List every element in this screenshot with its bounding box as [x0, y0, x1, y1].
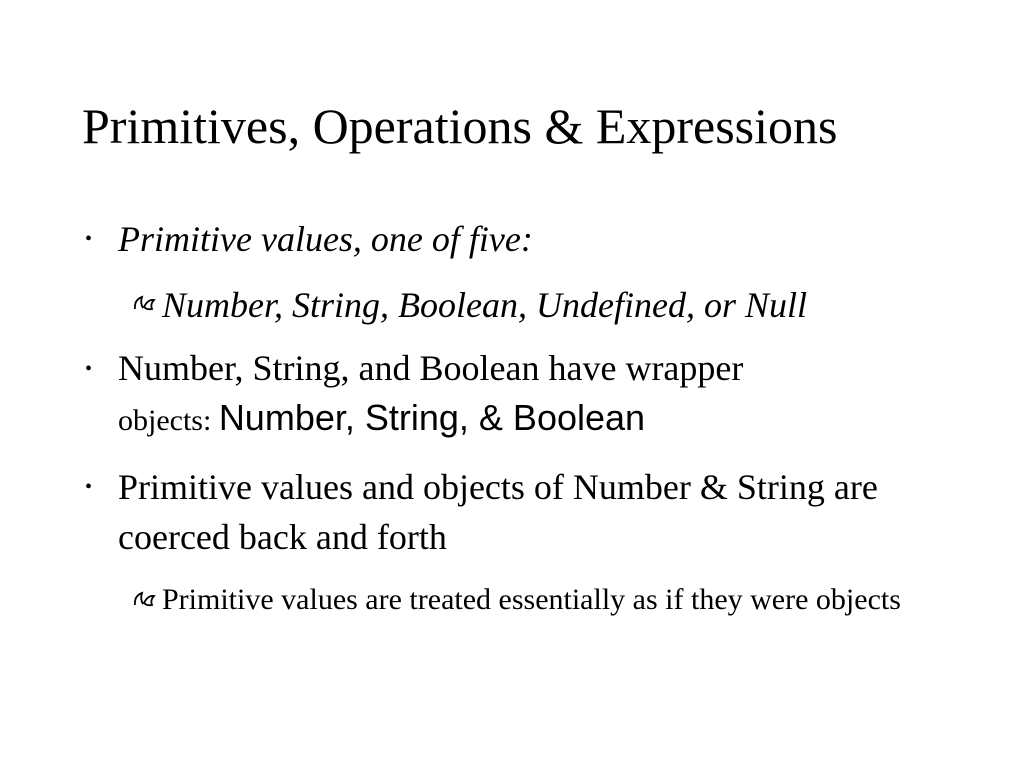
sub-bullet-icon	[132, 581, 158, 621]
bullet-text: Primitive values and objects of Number & String are coerced back and forth	[118, 467, 878, 557]
bullet-icon: •	[85, 358, 93, 380]
slide-title: Primitives, Operations & Expressions	[82, 98, 838, 154]
bullet-icon: •	[85, 228, 93, 250]
sub-bullet-icon-svg	[132, 291, 158, 313]
bullet-text-lead: Number, String, and Boolean have wrapper	[118, 348, 744, 388]
bullet-text: Primitive values, one of five:	[118, 219, 533, 259]
sub-bullet-text: Number, String, Boolean, Undefined, or Null	[162, 285, 807, 325]
wrapper-object-names: Number, String, & Boolean	[218, 397, 646, 438]
bullet-text	[118, 344, 948, 445]
bullet-text-prefix: objects:	[118, 404, 219, 437]
bullet-icon: •	[85, 476, 93, 498]
sub-bullet-text: Primitive values are treated essentially as if they were objects	[162, 583, 901, 616]
sub-bullet-icon	[132, 285, 158, 325]
sub-bullet-icon-svg	[132, 587, 158, 609]
